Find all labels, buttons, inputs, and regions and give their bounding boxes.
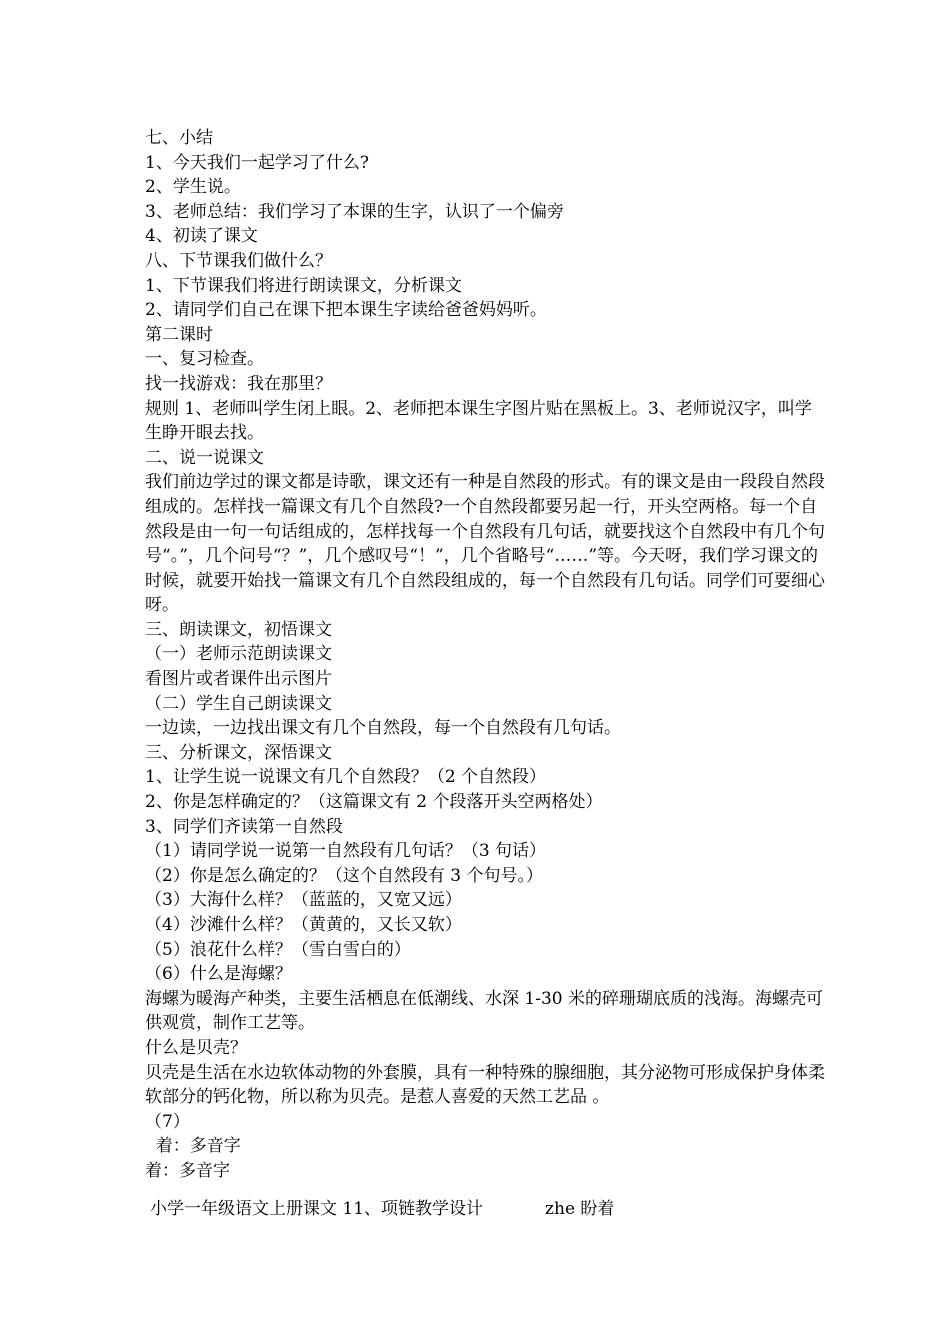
text-line: 3、老师总结：我们学习了本课的生字，认识了一个偏旁: [145, 201, 564, 222]
text-line: （7）: [145, 1111, 190, 1132]
text-line: （一）老师示范朗读课文: [145, 644, 332, 665]
text-line: （6）什么是海螺？: [145, 964, 292, 985]
text-line: （5）浪花什么样？（雪白雪白的）: [145, 939, 411, 960]
text-line: 找一找游戏：我在那里？: [145, 373, 332, 394]
text-line: 着：多音字: [145, 1160, 230, 1181]
text-line: 3、同学们齐读第一自然段: [145, 816, 343, 837]
text-line: 七、小结: [145, 128, 213, 148]
text-line: 着：多音字: [145, 1136, 241, 1157]
text-line: 八、下节课我们做什么？: [145, 250, 332, 271]
text-line: 二、说一说课文: [145, 447, 264, 468]
text-line: （二）学生自己朗读课文: [145, 693, 332, 714]
text-line: （3）大海什么样？（蓝蓝的，又宽又远）: [145, 890, 462, 911]
text-line: （1）请同学说一说第一自然段有几句话？（3 句话）: [145, 841, 547, 862]
text-line: （2）你是怎么确定的？（这个自然段有 3 个句号。）: [145, 865, 543, 886]
text-line: 什么是贝壳？: [145, 1037, 247, 1058]
text-line: 一边读，一边找出课文有几个自然段，每一个自然段有几句话。: [145, 718, 621, 739]
text-line: 1、下节课我们将进行朗读课文，分析课文: [145, 275, 462, 296]
text-line: 贝壳是生活在水边软体动物的外套膜，具有一种特殊的腺细胞，其分泌物可形成保护身体柔软部分的钙化物，所以称为贝壳。是惹人喜爱的天然工艺品 。: [145, 1062, 825, 1108]
footer-note: zhe 盼着: [545, 1199, 615, 1219]
text-line: 三、朗读课文，初悟课文: [145, 619, 332, 640]
text-line: 2、学生说。: [145, 177, 241, 198]
text-line: 看图片或者课件出示图片: [145, 669, 332, 690]
text-line: （4）沙滩什么样？（黄黄的，又长又软）: [145, 915, 462, 935]
page-footer: [150, 1197, 614, 1221]
text-line: 一、复习检查。: [145, 349, 264, 370]
text-line: 2、请同学们自己在课下把本课生字读给爸爸妈妈听。: [145, 300, 547, 321]
text-line: 2、你是怎样确定的？（这篇课文有 2 个段落开头空两格处）: [145, 792, 603, 813]
text-line: 我们前边学过的课文都是诗歌，课文还有一种是自然段的形式。有的课文是由一段段自然段组成的。怎样找一篇课文有几个自然段?一个自然段都要另起一行，开头空两格。每一个自然段是由一句一句话组成的，怎样找每一个自然段有几句话，就要找这个自然段中有几个句号“。”，几个问号“？”，几个感叹号“！”，几个省略号“……”等。今天呀，我们学习课文的时候，就要开始找一篇课文有几个自然段组成的，每一个自然段有几句话。同学们可要细心呀。: [145, 472, 825, 616]
text-line: 第二课时: [145, 324, 213, 345]
text-line: 1、让学生说一说课文有几个自然段？（2 个自然段）: [145, 767, 547, 788]
text-line: 海螺为暖海产种类，主要生活栖息在低潮线、水深 1-30 米的碎珊瑚底质的浅海。海螺壳可供观赏，制作工艺等。: [145, 988, 823, 1034]
text-line: 规则 1、老师叫学生闭上眼。2、老师把本课生字图片贴在黑板上。3、老师说汉字，叫学生睁开眼去找。: [145, 398, 812, 444]
document-body: [145, 126, 825, 1184]
footer-title: 小学一年级语文上册课文 11、项链教学设计: [150, 1199, 484, 1219]
text-line: 三、分析课文，深悟课文: [145, 742, 332, 763]
text-line: 4、初读了课文: [145, 226, 258, 247]
text-line: 1、今天我们一起学习了什么?: [145, 152, 369, 173]
